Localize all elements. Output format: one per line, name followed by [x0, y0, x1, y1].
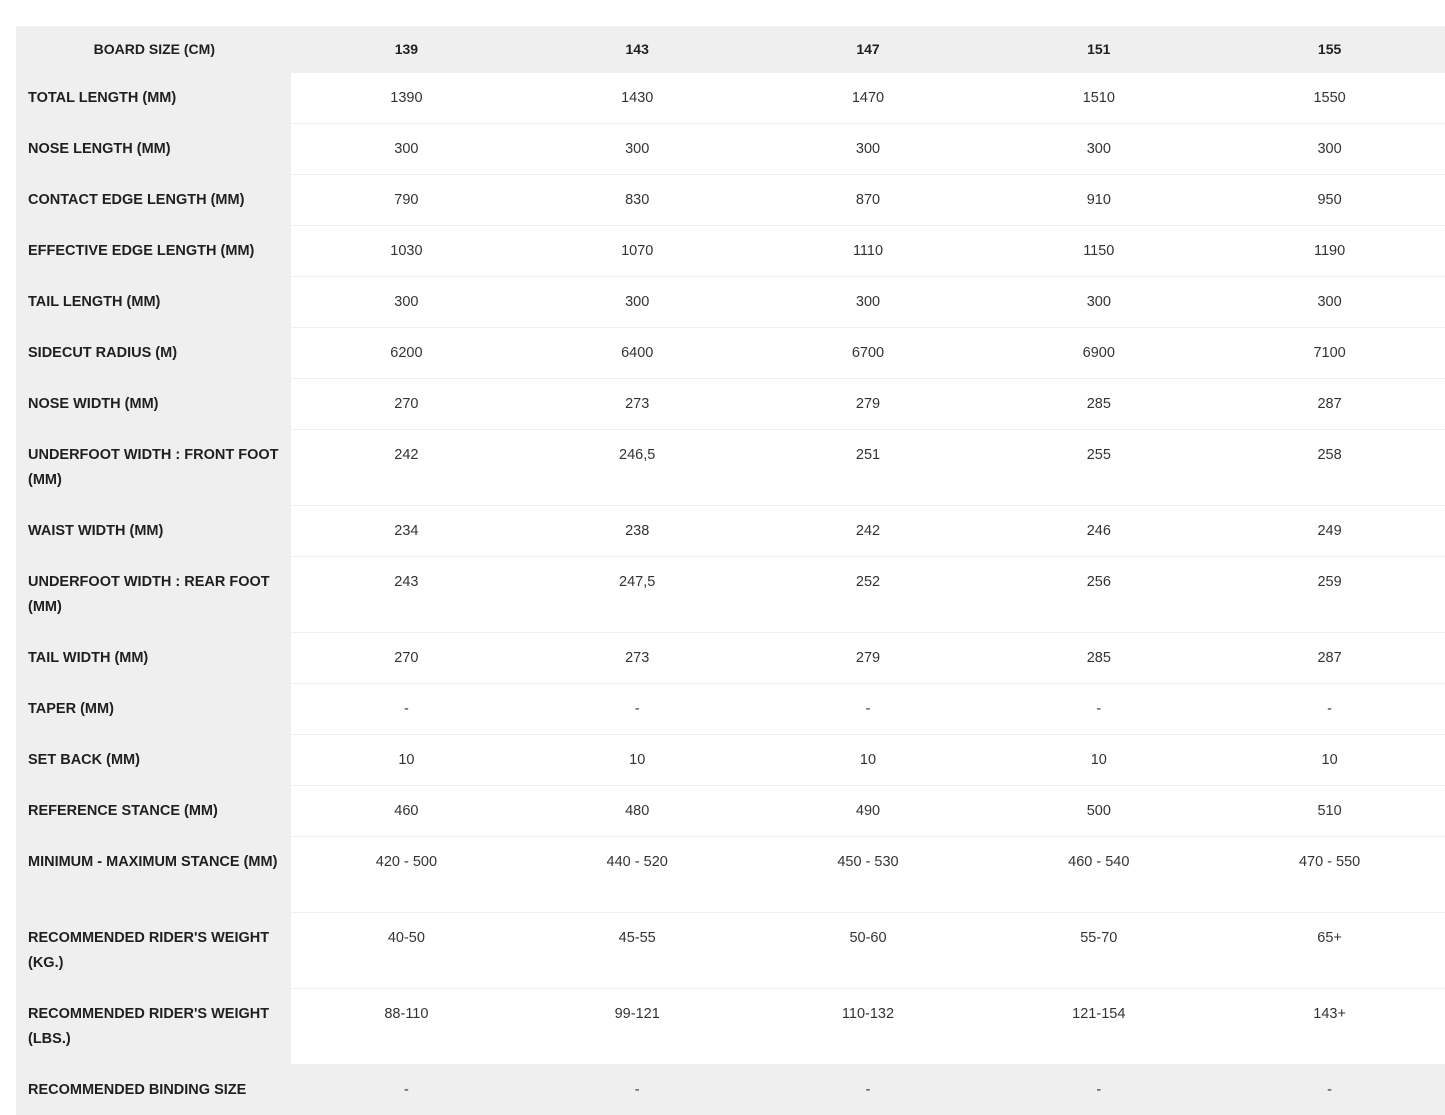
- table-cell: 460 - 540: [983, 837, 1214, 913]
- table-cell: 300: [983, 124, 1214, 175]
- table-row: [16, 379, 1445, 430]
- table-cell: 300: [753, 277, 984, 328]
- table-row: [16, 989, 1445, 1065]
- table-row: [16, 430, 1445, 506]
- table-cell: -: [983, 684, 1214, 735]
- table-cell: 249: [1214, 506, 1445, 557]
- table-cell: 273: [522, 633, 753, 684]
- row-label: TAPER (MM): [16, 684, 291, 735]
- table-cell: 10: [522, 735, 753, 786]
- table-cell: 65+: [1214, 913, 1445, 989]
- table-cell: 790: [291, 175, 522, 226]
- table-cell: 270: [291, 633, 522, 684]
- table-header-row: [16, 26, 1445, 73]
- table-cell: 470 - 550: [1214, 837, 1445, 913]
- table-cell: 870: [753, 175, 984, 226]
- table-cell: 255: [983, 430, 1214, 506]
- table-row: [16, 175, 1445, 226]
- row-label: MINIMUM - MAXIMUM STANCE (MM): [16, 837, 291, 913]
- row-label: TOTAL LENGTH (MM): [16, 73, 291, 124]
- table-cell: 1070: [522, 226, 753, 277]
- table-cell: 300: [291, 277, 522, 328]
- table-row: [16, 633, 1445, 684]
- table-cell: 1390: [291, 73, 522, 124]
- table-cell: 287: [1214, 379, 1445, 430]
- table-cell: 1470: [753, 73, 984, 124]
- table-cell: 234: [291, 506, 522, 557]
- table-row: [16, 506, 1445, 557]
- table-cell: 300: [983, 277, 1214, 328]
- row-label: WAIST WIDTH (MM): [16, 506, 291, 557]
- board-size-header-cell: 143: [522, 26, 753, 73]
- row-label: TAIL WIDTH (MM): [16, 633, 291, 684]
- table-cell: 10: [983, 735, 1214, 786]
- table-cell: 420 - 500: [291, 837, 522, 913]
- table-cell: -: [291, 684, 522, 735]
- table-cell: 1110: [753, 226, 984, 277]
- board-specs-table-container: [16, 26, 1445, 1115]
- table-cell: 500: [983, 786, 1214, 837]
- table-cell: 256: [983, 557, 1214, 633]
- table-cell: 6200: [291, 328, 522, 379]
- table-cell: 287: [1214, 633, 1445, 684]
- table-cell: 490: [753, 786, 984, 837]
- table-cell: 300: [1214, 124, 1445, 175]
- table-cell: 99-121: [522, 989, 753, 1065]
- table-cell: 300: [522, 277, 753, 328]
- table-cell: -: [291, 1065, 522, 1115]
- table-cell: 440 - 520: [522, 837, 753, 913]
- table-row: [16, 328, 1445, 379]
- table-cell: 88-110: [291, 989, 522, 1065]
- table-row: [16, 1065, 1445, 1115]
- table-cell: 6700: [753, 328, 984, 379]
- row-label: RECOMMENDED RIDER'S WEIGHT (KG.): [16, 913, 291, 989]
- row-label: RECOMMENDED RIDER'S WEIGHT (LBS.): [16, 989, 291, 1065]
- table-cell: 510: [1214, 786, 1445, 837]
- table-row: [16, 837, 1445, 913]
- table-cell: 242: [753, 506, 984, 557]
- table-cell: 143+: [1214, 989, 1445, 1065]
- table-row: [16, 735, 1445, 786]
- table-cell: 50-60: [753, 913, 984, 989]
- board-size-header-cell: 151: [983, 26, 1214, 73]
- table-cell: 252: [753, 557, 984, 633]
- table-cell: 285: [983, 633, 1214, 684]
- board-size-header-cell: 155: [1214, 26, 1445, 73]
- row-label: SET BACK (MM): [16, 735, 291, 786]
- table-cell: 273: [522, 379, 753, 430]
- table-row: [16, 73, 1445, 124]
- table-cell: 300: [291, 124, 522, 175]
- table-cell: -: [522, 1065, 753, 1115]
- table-cell: 238: [522, 506, 753, 557]
- table-cell: 460: [291, 786, 522, 837]
- table-row: [16, 226, 1445, 277]
- row-label: REFERENCE STANCE (MM): [16, 786, 291, 837]
- table-cell: 7100: [1214, 328, 1445, 379]
- table-cell: 285: [983, 379, 1214, 430]
- table-row: [16, 277, 1445, 328]
- table-cell: 243: [291, 557, 522, 633]
- table-cell: 45-55: [522, 913, 753, 989]
- table-cell: 950: [1214, 175, 1445, 226]
- table-row: [16, 684, 1445, 735]
- table-cell: 1510: [983, 73, 1214, 124]
- table-cell: 258: [1214, 430, 1445, 506]
- row-label: UNDERFOOT WIDTH : FRONT FOOT (MM): [16, 430, 291, 506]
- board-size-header-cell: 147: [753, 26, 984, 73]
- table-cell: 1030: [291, 226, 522, 277]
- table-cell: -: [1214, 1065, 1445, 1115]
- table-cell: 1190: [1214, 226, 1445, 277]
- table-cell: 10: [291, 735, 522, 786]
- row-label: NOSE LENGTH (MM): [16, 124, 291, 175]
- table-cell: 1430: [522, 73, 753, 124]
- table-row: [16, 124, 1445, 175]
- row-label: RECOMMENDED BINDING SIZE: [16, 1065, 291, 1115]
- table-cell: 10: [753, 735, 984, 786]
- table-cell: -: [753, 1065, 984, 1115]
- table-cell: 300: [1214, 277, 1445, 328]
- table-cell: 40-50: [291, 913, 522, 989]
- table-cell: 246,5: [522, 430, 753, 506]
- table-cell: 259: [1214, 557, 1445, 633]
- table-row: [16, 786, 1445, 837]
- table-cell: 110-132: [753, 989, 984, 1065]
- table-cell: 251: [753, 430, 984, 506]
- table-cell: 1150: [983, 226, 1214, 277]
- table-cell: 279: [753, 379, 984, 430]
- row-label: EFFECTIVE EDGE LENGTH (MM): [16, 226, 291, 277]
- table-cell: 121-154: [983, 989, 1214, 1065]
- table-cell: 480: [522, 786, 753, 837]
- table-cell: 450 - 530: [753, 837, 984, 913]
- table-cell: 6400: [522, 328, 753, 379]
- table-cell: 246: [983, 506, 1214, 557]
- table-cell: 1550: [1214, 73, 1445, 124]
- row-label: NOSE WIDTH (MM): [16, 379, 291, 430]
- table-cell: 300: [753, 124, 984, 175]
- table-cell: 10: [1214, 735, 1445, 786]
- table-cell: 270: [291, 379, 522, 430]
- table-cell: -: [983, 1065, 1214, 1115]
- table-cell: 55-70: [983, 913, 1214, 989]
- table-row: [16, 557, 1445, 633]
- table-cell: 300: [522, 124, 753, 175]
- table-row: [16, 913, 1445, 989]
- table-cell: 830: [522, 175, 753, 226]
- board-size-header-cell: 139: [291, 26, 522, 73]
- table-cell: 242: [291, 430, 522, 506]
- table-cell: 910: [983, 175, 1214, 226]
- table-cell: -: [753, 684, 984, 735]
- table-cell: -: [522, 684, 753, 735]
- table-cell: 247,5: [522, 557, 753, 633]
- table-cell: -: [1214, 684, 1445, 735]
- table-cell: 6900: [983, 328, 1214, 379]
- row-label: CONTACT EDGE LENGTH (MM): [16, 175, 291, 226]
- row-label: SIDECUT RADIUS (M): [16, 328, 291, 379]
- row-label: TAIL LENGTH (MM): [16, 277, 291, 328]
- table-cell: 279: [753, 633, 984, 684]
- board-specs-table: [16, 26, 1445, 1115]
- row-label: UNDERFOOT WIDTH : REAR FOOT (MM): [16, 557, 291, 633]
- board-size-header-label: BOARD SIZE (CM): [16, 26, 291, 73]
